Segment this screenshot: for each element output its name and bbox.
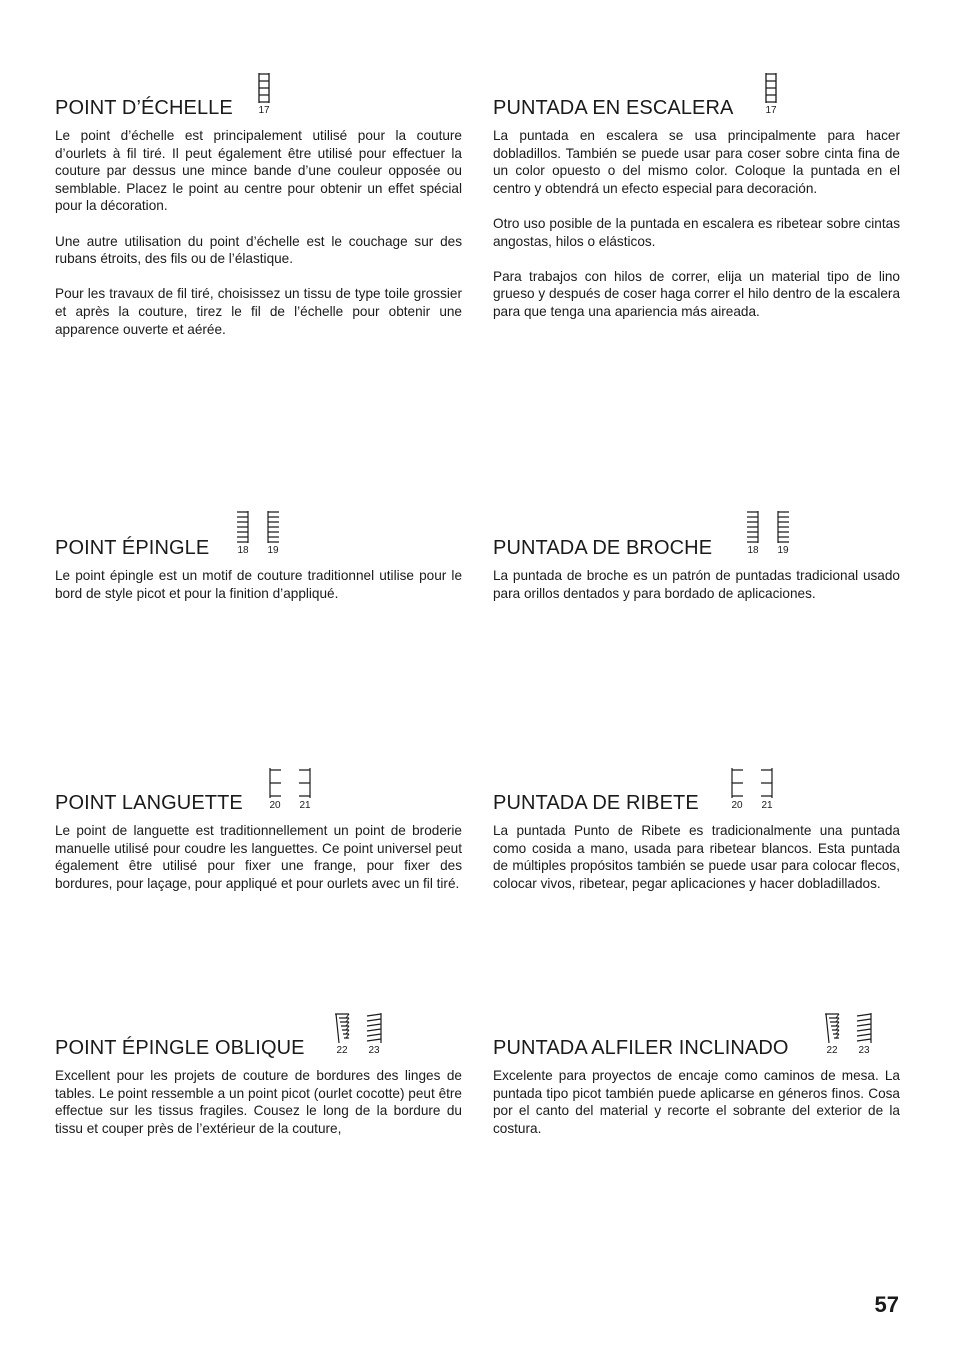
slant-pin-stitch-right-icon <box>823 1012 841 1056</box>
paragraph: Excellent pour les projets de couture de bordures des linges de tables. Le point ressemble a un point picot (ourlet cocotte) peut être effectue sur les tissus fragiles. Cousez le long de la bordure du tissu et couper près de l’extérieur de la couture, <box>55 1068 462 1136</box>
stitch-number: 17 <box>765 105 777 116</box>
section-body <box>493 567 900 602</box>
paragraph: Le point d’échelle est principalement utilisé pour la couture d’ourlets à fil tiré. Il peut également être utilisé pour effectuer la couture par dessus une mince bande d’une couleur opposée ou semblable. Placez le point au centre pour obtenir un effet spécial pour la décoration. <box>55 128 462 214</box>
blanket-stitch-right-icon <box>729 767 745 811</box>
section-title: POINT ÉPINGLE <box>55 537 210 559</box>
section-body <box>493 822 900 892</box>
paragraph: Le point épingle est un motif de couture traditionnel utilise pour le bord de style picot et pour la finition d’appliqué. <box>55 568 462 601</box>
blanket-stitch-left-icon <box>297 767 313 811</box>
slant-pin-stitch-left-icon <box>365 1012 383 1056</box>
paragraph: Para trabajos con hilos de correr, elija un material tipo de lino grueso y después de coser haga correr el hilo dentro de la escalera para que tenga una apariencia más aireada. <box>493 268 900 319</box>
section-puntada-ribete <box>493 767 900 892</box>
paragraph: Otro uso posible de la puntada en escalera es ribetear sobre cintas angostas, hilos o elásticos. <box>493 215 900 249</box>
stitch-number: 22 <box>336 1045 348 1056</box>
stitch-number: 22 <box>826 1045 838 1056</box>
slant-pin-stitch-right-icon <box>333 1012 351 1056</box>
section-title: POINT LANGUETTE <box>55 792 243 814</box>
section-point-languette <box>55 767 462 892</box>
pin-stitch-left-icon <box>265 510 281 556</box>
blanket-stitch-left-icon <box>759 767 775 811</box>
ladder-stitch-glyph <box>256 72 272 104</box>
stitch-number: 19 <box>777 545 789 556</box>
section-title: PUNTADA EN ESCALERA <box>493 97 734 119</box>
stitch-number: 19 <box>267 545 279 556</box>
slant-pin-stitch-left-glyph <box>365 1012 383 1044</box>
stitch-number: 17 <box>258 105 270 116</box>
paragraph: Une autre utilisation du point d’échelle est le couchage sur des rubans étroits, des fils ou de l’élastique. <box>55 233 462 267</box>
stitch-number: 20 <box>731 800 743 811</box>
stitch-number: 21 <box>299 800 311 811</box>
paragraph: La puntada de broche es un patrón de puntadas tradicional usado para orillos dentados y para bordado de aplicaciones. <box>493 568 900 601</box>
stitch-number: 23 <box>368 1045 380 1056</box>
blanket-stitch-left-glyph <box>759 767 775 799</box>
section-puntada-broche <box>493 512 900 602</box>
section-point-echelle <box>55 72 462 338</box>
page-number: 57 <box>874 1292 899 1317</box>
section-puntada-escalera <box>493 72 900 321</box>
paragraph: La puntada Punto de Ribete es tradicionalmente una puntada como cosida a mano, usada para ribetear blancos. Esta puntada de múltiples propósitos también se puede usar para colocar flecos, colocar vivos, ribetear, pegar aplicaciones y hacer dobladillados. <box>493 823 900 891</box>
pin-stitch-right-glyph <box>235 510 251 544</box>
slant-pin-stitch-left-icon <box>855 1012 873 1056</box>
stitch-number: 18 <box>237 545 249 556</box>
section-title: PUNTADA DE BROCHE <box>493 537 713 559</box>
blanket-stitch-right-icon <box>267 767 283 811</box>
stitch-number: 23 <box>858 1045 870 1056</box>
section-title: PUNTADA ALFILER INCLINADO <box>493 1037 789 1059</box>
blanket-stitch-left-glyph <box>297 767 313 799</box>
section-body <box>55 567 462 602</box>
section-body <box>55 822 462 892</box>
pin-stitch-right-icon <box>745 510 761 556</box>
pin-stitch-left-icon <box>775 510 791 556</box>
slant-pin-stitch-left-glyph <box>855 1012 873 1044</box>
paragraph: Excelente para proyectos de encaje como caminos de mesa. La puntada tipo picot también puede aplicarse en géneros finos. Cosa por el canto del material y recorte el sobrante del exterior de la costura. <box>493 1068 900 1136</box>
section-title: POINT D’ÉCHELLE <box>55 97 233 119</box>
pin-stitch-right-icon <box>235 510 251 556</box>
section-title: PUNTADA DE RIBETE <box>493 792 699 814</box>
section-body <box>493 1067 900 1137</box>
slant-pin-stitch-right-glyph <box>823 1012 841 1044</box>
ladder-stitch-icon <box>763 72 779 116</box>
pin-stitch-left-glyph <box>775 510 791 544</box>
section-puntada-alfiler-inclinado <box>493 1012 900 1137</box>
section-point-epingle <box>55 512 462 602</box>
blanket-stitch-right-glyph <box>267 767 283 799</box>
paragraph: Pour les travaux de fil tiré, choisissez un tissu de type toile grossier et après la couture, tirez le fil de l’échelle pour obtenir une apparence ouverte et aérée. <box>55 286 462 337</box>
blanket-stitch-right-glyph <box>729 767 745 799</box>
section-title: POINT ÉPINGLE OBLIQUE <box>55 1037 305 1059</box>
stitch-number: 21 <box>761 800 773 811</box>
ladder-stitch-glyph <box>763 72 779 104</box>
paragraph: Le point de languette est traditionnellement un point de broderie manuelle utilisé pour coudre les languettes. Ce point universel peut également être utilisé pour fixer une frange, pour fixer des bordures, pour laçage, pour appliqué et pour ourlets avec un fil tiré. <box>55 823 462 891</box>
section-body <box>55 1067 462 1137</box>
section-point-epingle-oblique <box>55 1012 462 1137</box>
pin-stitch-right-glyph <box>745 510 761 544</box>
paragraph: La puntada en escalera se usa principalmente para hacer dobladillos. También se puede usar para coser sobre cinta fina de un color opuesto o del mismo color. Coloque la puntada en el centro y obtendrá un efecto especial para decoración. <box>493 128 900 196</box>
section-body <box>55 127 462 338</box>
section-body <box>493 127 900 321</box>
slant-pin-stitch-right-glyph <box>333 1012 351 1044</box>
stitch-number: 18 <box>747 545 759 556</box>
pin-stitch-left-glyph <box>265 510 281 544</box>
ladder-stitch-icon <box>256 72 272 116</box>
stitch-number: 20 <box>269 800 281 811</box>
